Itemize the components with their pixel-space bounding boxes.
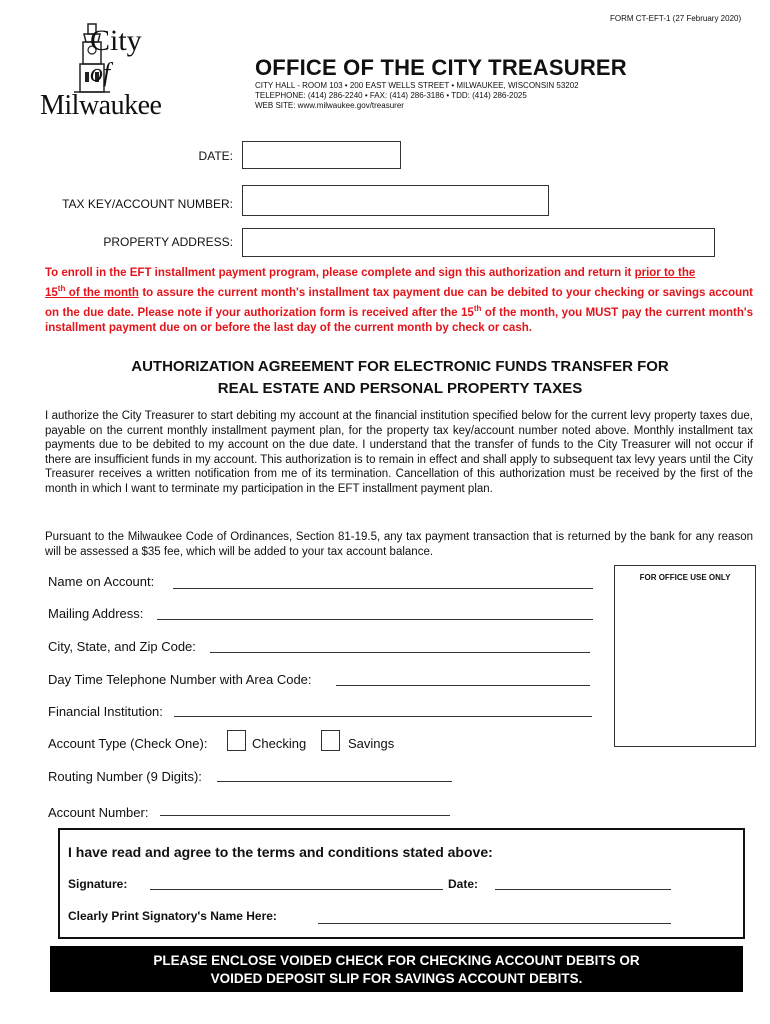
logo-city: City	[90, 24, 142, 57]
notice-of-month: of the month	[65, 286, 139, 299]
signature-line[interactable]	[150, 889, 443, 890]
logo-milwaukee: Milwaukee	[40, 90, 162, 121]
account-number-line[interactable]	[160, 815, 450, 816]
office-use-label: FOR OFFICE USE ONLY	[639, 573, 731, 582]
date-input[interactable]	[242, 141, 401, 169]
notice-text-3: of the month, you MUST pay the current month's installment payment due on or before the last day of the current month by check or cash.	[45, 306, 754, 334]
print-name-line[interactable]	[318, 923, 671, 924]
notice-text-2: to assure the current month's installment tax payment due can be debited to your checking or savings account on the due date. Please note if your authorization form is received after the 15	[45, 286, 753, 319]
mailing-address-label: Mailing Address:	[48, 606, 144, 621]
account-number-label: Account Number:	[48, 805, 149, 820]
fee-paragraph: Pursuant to the Milwaukee Code of Ordinances, Section 81-19.5, any tax payment transaction that is returned by the bank for any reason will be assessed a $35 fee, which will be added to your tax account balance.	[45, 531, 753, 558]
checking-checkbox[interactable]	[227, 730, 246, 751]
logo-of: of	[90, 58, 111, 87]
mailing-address-line[interactable]	[157, 619, 593, 620]
account-type-label: Account Type (Check One):	[48, 736, 208, 751]
name-on-account-line[interactable]	[173, 588, 593, 589]
property-address-label: PROPERTY ADDRESS:	[103, 235, 233, 249]
signature-block	[58, 828, 745, 939]
financial-institution-label: Financial Institution:	[48, 704, 163, 719]
routing-number-label: Routing Number (9 Digits):	[48, 769, 202, 784]
signature-label: Signature:	[68, 877, 128, 891]
agree-title: I have read and agree to the terms and conditions stated above:	[68, 844, 493, 860]
name-on-account-label: Name on Account:	[48, 574, 155, 589]
form-id: FORM CT-EFT-1 (27 February 2020)	[610, 14, 742, 23]
agreement-heading-line-1: AUTHORIZATION AGREEMENT FOR ELECTRONIC FUNDS TRANSFER FOR	[131, 358, 669, 375]
agreement-heading-line-2: REAL ESTATE AND PERSONAL PROPERTY TAXES	[217, 380, 583, 397]
tax-key-label: TAX KEY/ACCOUNT NUMBER:	[62, 197, 233, 211]
notice-15: 15	[45, 286, 58, 299]
page-title: OFFICE OF THE CITY TREASURER	[255, 55, 627, 80]
phone-line: TELEPHONE: (414) 286-2240 • FAX: (414) 286-3186 • TDD: (414) 286-2025	[255, 91, 527, 100]
authorization-paragraph: I authorize the City Treasurer to start debiting my account at the financial institution specified below for the current levy property taxes due, payable on the current monthly installment payment plan, for the property tax key/account number noted above. Monthly installment tax payments due to be debited to my account on the due date. I understand that the transfer of funds to the City Treasurer will not occur if there are insufficient funds in my account. This authorization is to remain in effect and shall apply to subsequent tax levy years until the City Treasurer receives a written notification from me of its termination. Cancellation of this authorization must be received by the first of the month in which I want to terminate my participation in the EFT installment payment plan.	[45, 410, 753, 495]
notice-th: th	[57, 284, 66, 293]
print-name-label: Clearly Print Signatory's Name Here:	[68, 909, 277, 923]
address-line: CITY HALL - ROOM 103 • 200 EAST WELLS STREET • MILWAUKEE, WISCONSIN 53202	[255, 81, 579, 90]
city-state-zip-line[interactable]	[210, 652, 590, 653]
office-use-box	[614, 565, 756, 747]
tax-key-input[interactable]	[242, 185, 549, 216]
phone-line-input[interactable]	[336, 685, 590, 686]
financial-institution-line[interactable]	[174, 716, 592, 717]
sign-date-line[interactable]	[495, 889, 671, 890]
phone-label: Day Time Telephone Number with Area Code:	[48, 672, 312, 687]
savings-label: Savings	[348, 736, 395, 751]
enclose-voided-check-banner	[50, 946, 743, 992]
sign-date-label: Date:	[448, 877, 479, 891]
notice-th-2: th	[473, 303, 482, 313]
web-line: WEB SITE: www.milwaukee.gov/treasurer	[255, 101, 404, 110]
notice-text-1: To enroll in the EFT installment payment program, please complete and sign this authorization and return it	[45, 267, 635, 279]
savings-checkbox[interactable]	[321, 730, 340, 751]
checking-label: Checking	[252, 736, 307, 751]
routing-number-line[interactable]	[217, 781, 452, 782]
banner-line-2: VOIDED DEPOSIT SLIP FOR SAVINGS ACCOUNT DEBITS.	[210, 971, 583, 986]
date-label: DATE:	[198, 149, 233, 163]
notice-prior: prior to the	[634, 267, 696, 279]
enrollment-notice	[45, 266, 753, 336]
property-address-input[interactable]	[242, 228, 715, 257]
banner-line-1: PLEASE ENCLOSE VOIDED CHECK FOR CHECKING ACCOUNT DEBITS OR	[153, 953, 640, 968]
city-state-zip-label: City, State, and Zip Code:	[48, 639, 196, 654]
city-logo	[40, 22, 170, 122]
agreement-heading	[45, 356, 755, 400]
office-address	[255, 81, 579, 111]
